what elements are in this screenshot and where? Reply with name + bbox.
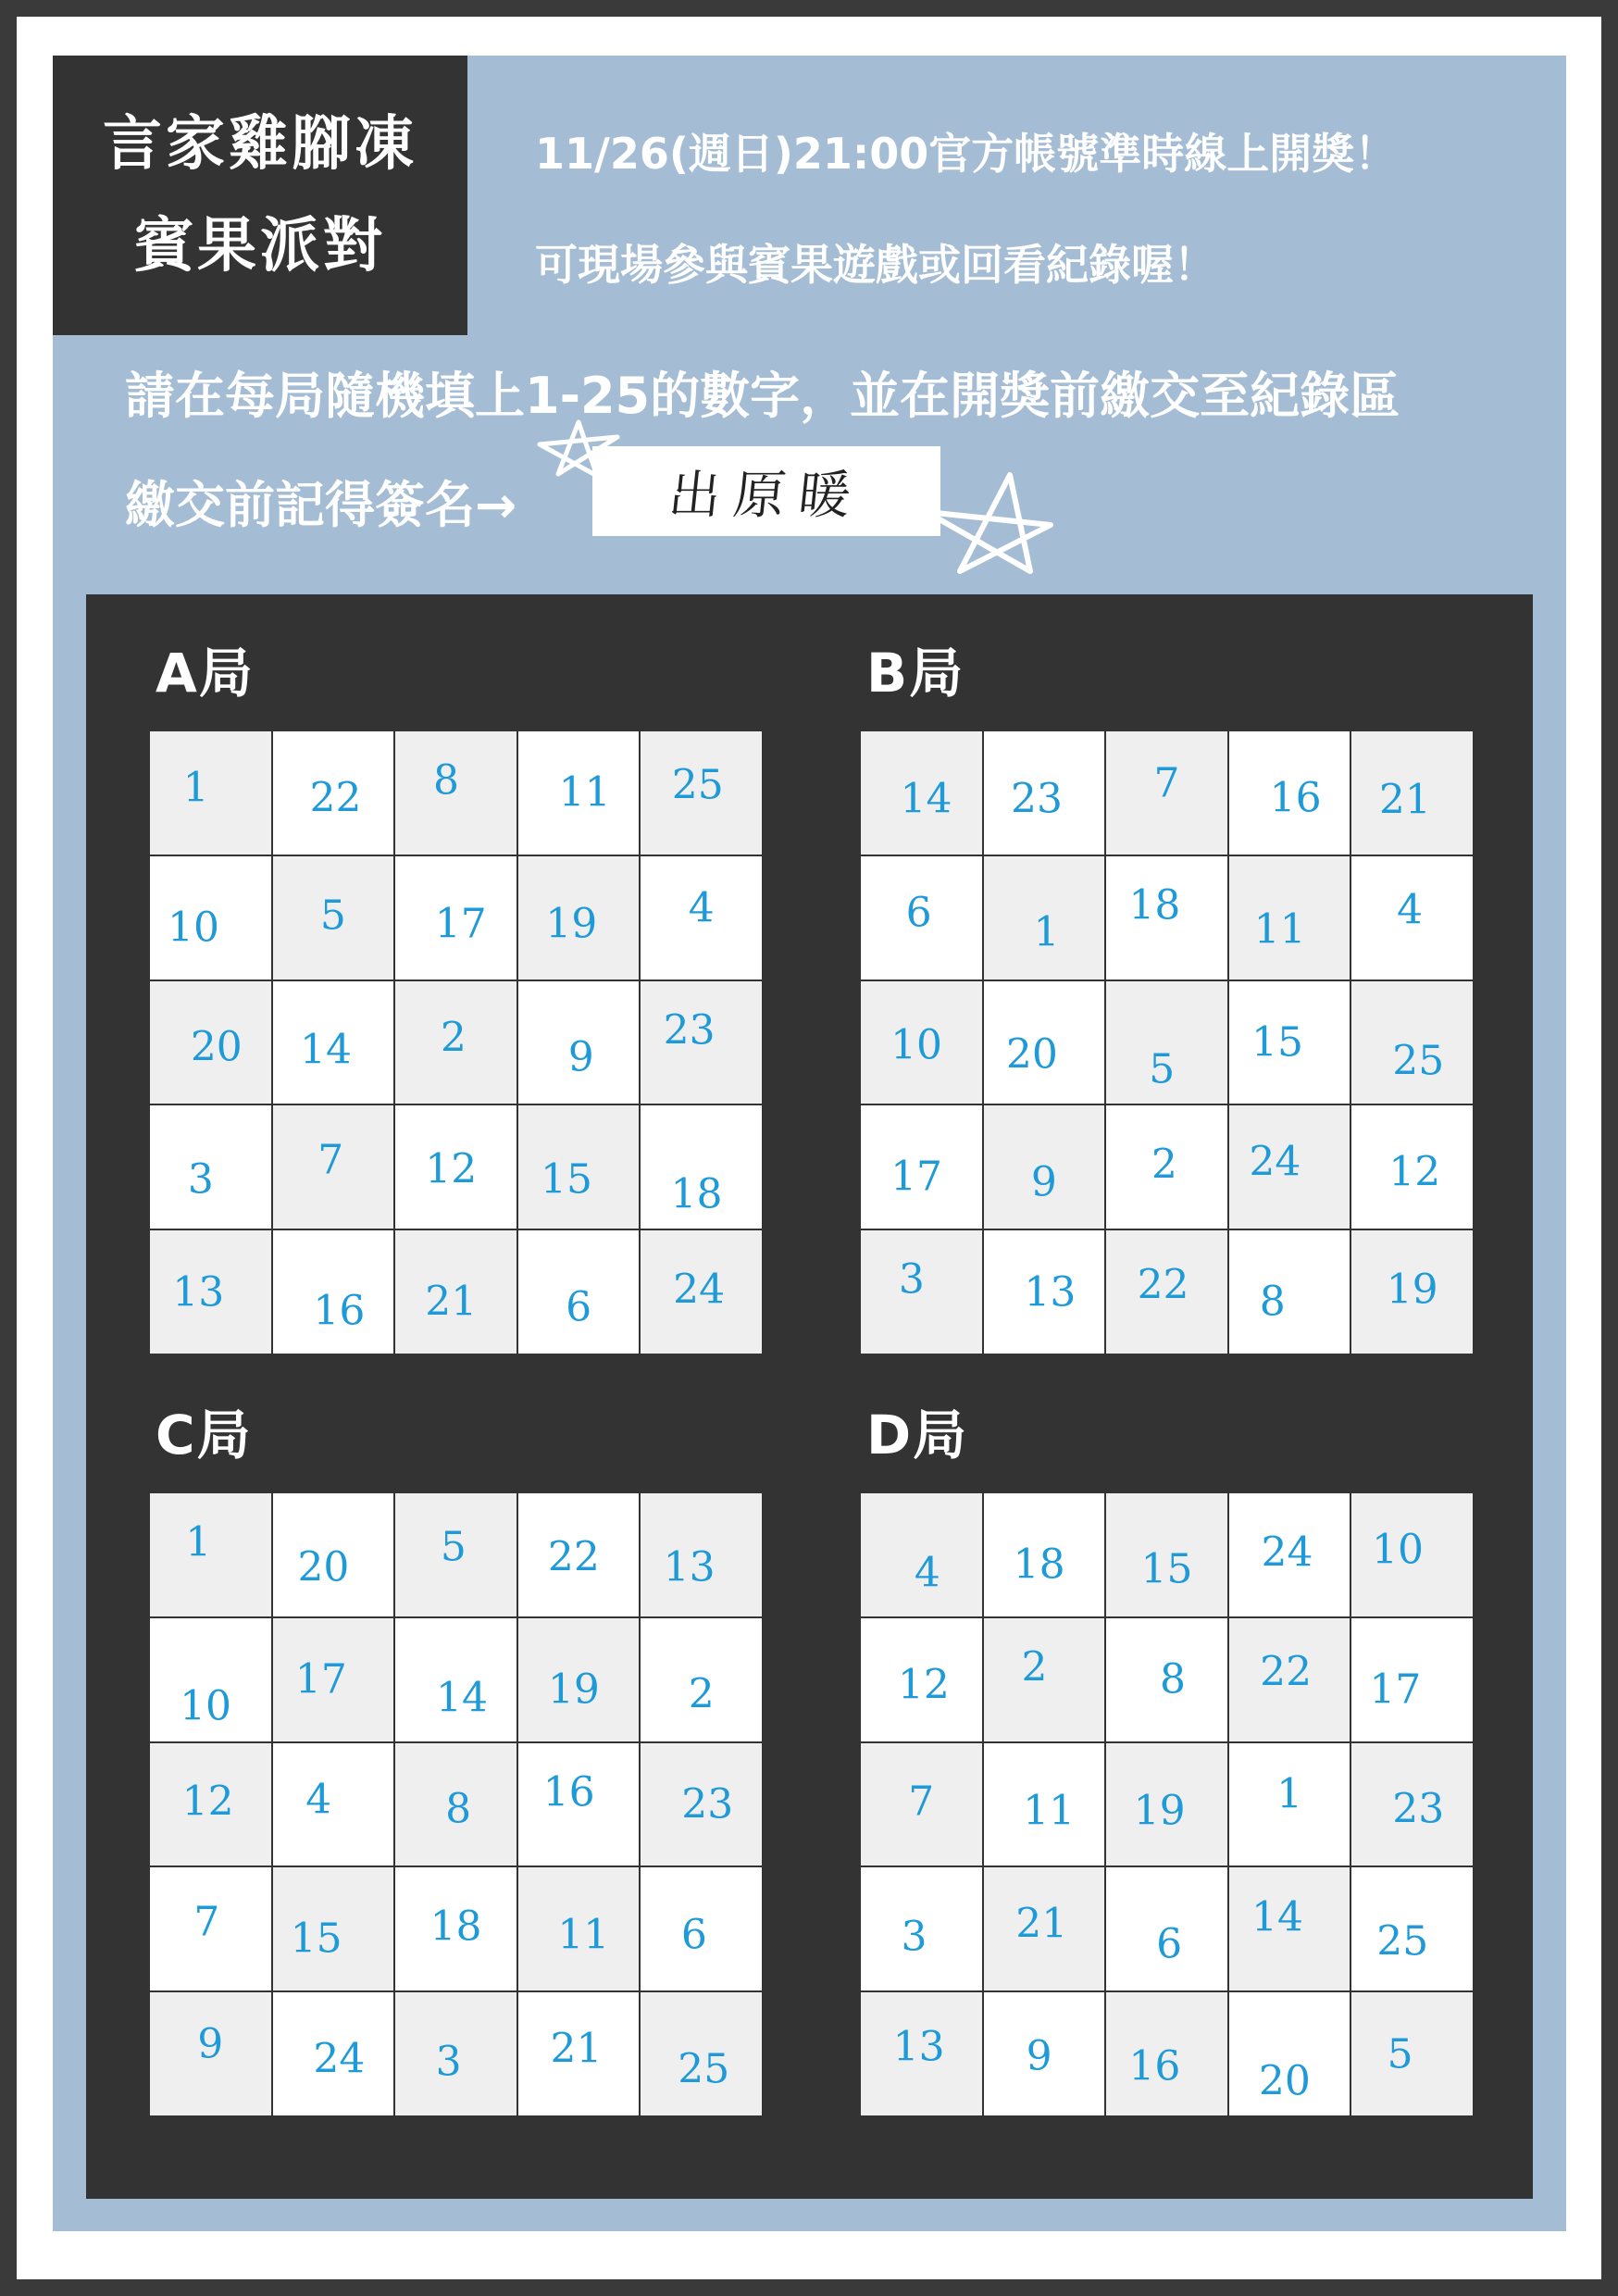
bingo-cell[interactable] (273, 1992, 394, 2115)
bingo-cell[interactable] (150, 1743, 271, 1866)
bingo-number: 18 (1128, 881, 1181, 930)
bingo-number: 13 (1024, 1268, 1077, 1316)
bingo-cell[interactable] (150, 1618, 271, 1741)
watch-notice: 可現場參與賓果遊戲或回看紀錄喔！ (535, 240, 1216, 290)
bingo-cell[interactable] (1229, 731, 1350, 855)
bingo-cell[interactable] (984, 856, 1105, 980)
bingo-cell[interactable] (984, 1743, 1105, 1866)
bingo-number: 25 (1376, 1917, 1429, 1965)
bingo-cell[interactable] (861, 1493, 982, 1616)
bingo-cell[interactable] (518, 1493, 640, 1616)
bingo-number: 18 (670, 1170, 723, 1218)
bingo-cell[interactable] (984, 1493, 1105, 1616)
bingo-number: 16 (313, 1287, 366, 1335)
bingo-number: 14 (1251, 1893, 1304, 1940)
bingo-cell[interactable] (395, 856, 517, 980)
bingo-number: 25 (671, 761, 724, 809)
bingo-cell[interactable] (861, 731, 982, 855)
bingo-cell[interactable] (641, 731, 762, 855)
bingo-number: 6 (905, 889, 932, 937)
bingo-cell[interactable] (984, 1992, 1105, 2115)
bingo-cell[interactable] (641, 1992, 762, 2115)
bingo-number: 11 (557, 1911, 610, 1959)
bingo-cell[interactable] (1351, 1230, 1473, 1354)
bingo-number: 14 (436, 1674, 489, 1722)
bingo-cell[interactable] (518, 1992, 640, 2115)
bingo-cell[interactable] (861, 981, 982, 1104)
bingo-cell[interactable] (518, 1618, 640, 1741)
bingo-cell[interactable] (1106, 1743, 1227, 1866)
bingo-number: 14 (300, 1026, 353, 1074)
bingo-number: 3 (898, 1255, 925, 1304)
game-c-label: C局 (156, 1404, 253, 1466)
bingo-cell[interactable] (395, 1105, 517, 1229)
bingo-number: 24 (1261, 1529, 1313, 1577)
bingo-cell[interactable] (273, 1230, 394, 1354)
bingo-number: 20 (1005, 1030, 1058, 1079)
bingo-number: 4 (305, 1776, 332, 1824)
bingo-cell[interactable] (518, 981, 640, 1104)
bingo-number: 7 (1153, 759, 1180, 807)
draw-time-notice: 11/26(週日)21:00官方帳號準時線上開獎！ (535, 129, 1398, 179)
bingo-cell[interactable] (1229, 1867, 1350, 1990)
bingo-cell[interactable] (861, 1230, 982, 1354)
bingo-cell[interactable] (150, 1867, 271, 1990)
bingo-number: 9 (1030, 1158, 1057, 1206)
bingo-number: 24 (673, 1266, 726, 1314)
bingo-number: 7 (193, 1898, 220, 1946)
bingo-number: 20 (1258, 2057, 1311, 2105)
bingo-number: 23 (663, 1006, 716, 1054)
doodle-star-large-icon (921, 468, 1060, 583)
bingo-cell[interactable] (518, 1105, 640, 1229)
game-b-label: B局 (866, 642, 965, 705)
bingo-cell[interactable] (641, 1867, 762, 1990)
bingo-cell[interactable] (1106, 1867, 1227, 1990)
bingo-number: 10 (168, 904, 219, 952)
bingo-cell[interactable] (1106, 981, 1227, 1104)
bingo-cell[interactable] (641, 1743, 762, 1866)
bingo-cell[interactable] (1106, 1992, 1227, 2115)
bingo-number: 15 (541, 1155, 593, 1204)
bingo-cell[interactable] (150, 1992, 271, 2115)
bingo-number: 4 (914, 1549, 940, 1597)
bingo-number: 8 (445, 1785, 472, 1833)
bingo-cell[interactable] (1351, 1493, 1473, 1616)
bingo-number: 1 (1276, 1770, 1303, 1818)
bingo-cell[interactable] (1106, 1493, 1227, 1616)
bingo-cell[interactable] (395, 981, 517, 1104)
bingo-number: 17 (1369, 1666, 1422, 1714)
bingo-number: 6 (680, 1911, 707, 1959)
bingo-number: 22 (1137, 1261, 1189, 1309)
bingo-cell[interactable] (1351, 1743, 1473, 1866)
bingo-number: 21 (425, 1278, 478, 1326)
bingo-cell[interactable] (395, 1992, 517, 2115)
bingo-number: 5 (1149, 1045, 1176, 1093)
bingo-cell[interactable] (1106, 1105, 1227, 1229)
bingo-number: 15 (1251, 1018, 1304, 1067)
bingo-number: 13 (172, 1268, 225, 1316)
instructions-text: 請在每局隨機填上1-25的數字，並在開獎前繳交至紀錄區 (125, 367, 1400, 425)
bingo-cell[interactable] (1106, 731, 1227, 855)
bingo-cell[interactable] (641, 981, 762, 1104)
bingo-cell[interactable] (518, 1867, 640, 1990)
bingo-number: 3 (435, 2038, 462, 2086)
bingo-number: 21 (1378, 776, 1431, 824)
bingo-cell[interactable] (395, 1493, 517, 1616)
bingo-number: 2 (1021, 1643, 1048, 1691)
bingo-cell[interactable] (150, 856, 271, 980)
bingo-cell[interactable] (150, 1493, 271, 1616)
bingo-number: 19 (1386, 1266, 1438, 1314)
bingo-number: 1 (185, 1518, 212, 1566)
bingo-number: 25 (678, 2045, 730, 2093)
bingo-number: 5 (1387, 2030, 1413, 2078)
bingo-number: 10 (180, 1682, 232, 1730)
bingo-cell[interactable] (150, 731, 271, 855)
bingo-number: 7 (317, 1136, 344, 1184)
bingo-number: 3 (187, 1155, 214, 1204)
bingo-cell[interactable] (861, 1867, 982, 1990)
bingo-number: 8 (1160, 1655, 1187, 1703)
bingo-cell[interactable] (861, 1618, 982, 1741)
bingo-number: 21 (1015, 1900, 1068, 1948)
bingo-cell[interactable] (984, 1867, 1105, 1990)
bingo-number: 18 (1013, 1541, 1065, 1589)
bingo-number: 17 (434, 900, 487, 948)
bingo-number: 16 (1128, 2042, 1181, 2090)
bingo-cell[interactable] (150, 1230, 271, 1354)
bingo-cell[interactable] (984, 1618, 1105, 1741)
bingo-cell[interactable] (1351, 1105, 1473, 1229)
bingo-number: 5 (440, 1523, 467, 1571)
bingo-cell[interactable] (1351, 1618, 1473, 1741)
bingo-cell[interactable] (1106, 1618, 1227, 1741)
bingo-number: 4 (688, 884, 715, 932)
bingo-cell[interactable] (273, 981, 394, 1104)
bingo-cell[interactable] (861, 1992, 982, 2115)
bingo-cell[interactable] (273, 1493, 394, 1616)
bingo-cell[interactable] (641, 1618, 762, 1741)
bingo-cell[interactable] (984, 731, 1105, 855)
bingo-number: 12 (1388, 1148, 1441, 1196)
bingo-number: 18 (429, 1903, 482, 1951)
bingo-number: 2 (440, 1014, 467, 1062)
bingo-cell[interactable] (641, 856, 762, 980)
sign-prompt: 繳交前記得簽名→ (125, 476, 517, 534)
bingo-number: 21 (550, 2025, 603, 2073)
bingo-number: 5 (319, 892, 346, 940)
bingo-cell[interactable] (1351, 856, 1473, 980)
bingo-cell[interactable] (273, 1867, 394, 1990)
bingo-number: 24 (313, 2035, 366, 2083)
bingo-cell[interactable] (518, 856, 640, 980)
bingo-cell[interactable] (1229, 1618, 1350, 1741)
bingo-cell[interactable] (1351, 981, 1473, 1104)
bingo-number: 16 (1269, 774, 1322, 822)
bingo-number: 20 (297, 1543, 350, 1591)
bingo-cell[interactable] (861, 1105, 982, 1229)
game-c-grid (148, 1491, 764, 2117)
bingo-cell[interactable] (1229, 981, 1350, 1104)
bingo-cell[interactable] (273, 856, 394, 980)
bingo-cell[interactable] (1351, 1992, 1473, 2115)
game-d-grid (859, 1491, 1475, 2117)
bingo-cell[interactable] (395, 1867, 517, 1990)
bingo-number: 9 (1026, 2032, 1052, 2080)
bingo-number: 15 (1140, 1545, 1193, 1593)
bingo-cell[interactable] (395, 1230, 517, 1354)
bingo-cell[interactable] (395, 1743, 517, 1866)
bingo-number: 16 (542, 1768, 595, 1816)
bingo-number: 19 (547, 1666, 600, 1714)
signature-text: 出原暖 (666, 465, 866, 526)
bingo-number: 19 (1133, 1787, 1186, 1835)
bingo-number: 20 (190, 1023, 243, 1071)
bingo-number: 8 (433, 756, 460, 805)
bingo-cell[interactable] (273, 1105, 394, 1229)
bingo-number: 9 (197, 2020, 224, 2068)
bingo-cell[interactable] (518, 1230, 640, 1354)
bingo-number: 2 (688, 1670, 715, 1718)
bingo-number: 22 (1260, 1648, 1313, 1696)
bingo-number: 14 (900, 775, 952, 823)
doodle-star-small-icon (532, 417, 625, 481)
game-a-grid (148, 730, 764, 1355)
bingo-number: 1 (1033, 908, 1060, 956)
bingo-cell[interactable] (518, 731, 640, 855)
bingo-cell[interactable] (1229, 1992, 1350, 2115)
bingo-number: 4 (1397, 886, 1424, 934)
bingo-cell[interactable] (984, 1230, 1105, 1354)
bingo-number: 3 (901, 1913, 927, 1961)
game-d-label: D局 (866, 1404, 969, 1466)
bingo-number: 9 (567, 1033, 594, 1081)
bingo-number: 11 (1023, 1787, 1076, 1835)
bingo-number: 13 (892, 2023, 945, 2071)
bingo-cell[interactable] (1229, 1493, 1350, 1616)
bingo-cell[interactable] (395, 731, 517, 855)
bingo-number: 6 (566, 1283, 592, 1331)
bingo-cell[interactable] (861, 856, 982, 980)
bingo-cell[interactable] (1229, 1743, 1350, 1866)
bingo-number: 15 (290, 1915, 342, 1963)
bingo-cell[interactable] (861, 1743, 982, 1866)
bingo-cell[interactable] (984, 1105, 1105, 1229)
bingo-cell[interactable] (1106, 1230, 1227, 1354)
bingo-number: 12 (897, 1661, 950, 1708)
bingo-number: 8 (1259, 1278, 1286, 1326)
signature-field[interactable] (592, 446, 940, 536)
bingo-number: 19 (545, 900, 598, 948)
bingo-number: 6 (1156, 1920, 1183, 1968)
bingo-number: 22 (547, 1533, 600, 1581)
bingo-number: 25 (1392, 1037, 1445, 1085)
bingo-number: 17 (890, 1153, 943, 1201)
bingo-cell[interactable] (1106, 856, 1227, 980)
bingo-number: 11 (1253, 905, 1306, 954)
bingo-number: 23 (1011, 775, 1064, 823)
bingo-cell[interactable] (273, 1618, 394, 1741)
bingo-cell[interactable] (641, 1493, 762, 1616)
bingo-number: 2 (1151, 1141, 1177, 1189)
bingo-cell[interactable] (150, 981, 271, 1104)
bingo-cell[interactable] (1229, 1105, 1350, 1229)
bingo-cell[interactable] (984, 981, 1105, 1104)
game-a-label: A局 (156, 642, 255, 705)
bingo-board-area (86, 594, 1533, 2199)
bingo-number: 11 (558, 768, 611, 817)
bingo-cell[interactable] (518, 1743, 640, 1866)
bingo-number: 12 (181, 1778, 234, 1826)
bingo-cell[interactable] (1229, 1230, 1350, 1354)
title-box (53, 56, 467, 335)
bingo-number: 22 (309, 774, 362, 822)
bingo-number: 12 (425, 1145, 478, 1193)
bingo-cell[interactable] (1351, 731, 1473, 855)
bingo-number: 23 (1392, 1785, 1445, 1833)
bingo-number: 23 (681, 1780, 734, 1828)
title-line-2: 賓果派對 (134, 212, 386, 281)
bingo-cell[interactable] (395, 1618, 517, 1741)
bingo-cell[interactable] (1351, 1867, 1473, 1990)
bingo-number: 10 (1372, 1526, 1425, 1574)
bingo-cell[interactable] (273, 1743, 394, 1866)
title-line-1: 言家雞腳凍 (103, 110, 417, 179)
bingo-cell[interactable] (641, 1230, 762, 1354)
bingo-cell[interactable] (641, 1105, 762, 1229)
bingo-number: 24 (1249, 1138, 1301, 1186)
bingo-cell[interactable] (1229, 856, 1350, 980)
bingo-cell[interactable] (150, 1105, 271, 1229)
bingo-number: 1 (182, 764, 209, 812)
bingo-number: 7 (908, 1778, 935, 1826)
game-b-grid (859, 730, 1475, 1355)
bingo-number: 13 (663, 1543, 716, 1591)
bingo-number: 17 (294, 1655, 347, 1703)
bingo-cell[interactable] (273, 731, 394, 855)
bingo-number: 10 (890, 1021, 943, 1069)
